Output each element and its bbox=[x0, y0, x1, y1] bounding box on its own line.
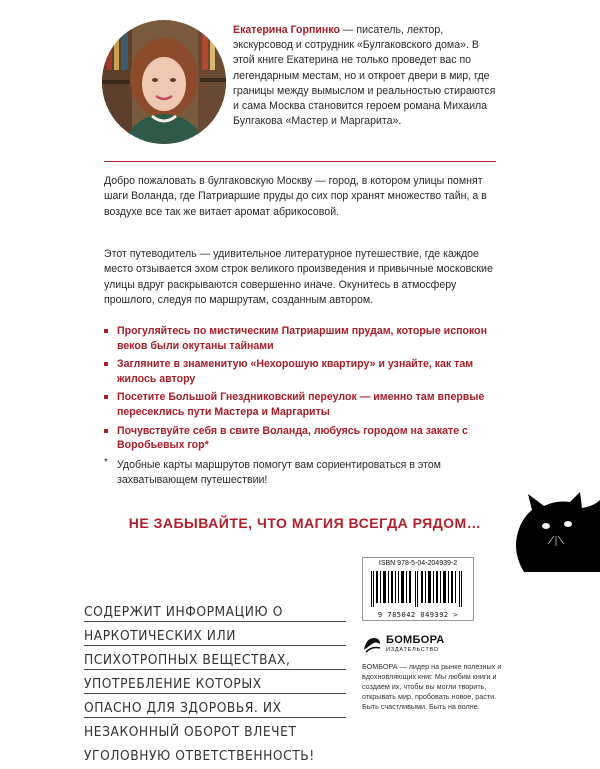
bombora-wave-icon bbox=[362, 634, 382, 654]
bullet-square-icon bbox=[104, 362, 108, 366]
health-warning: СОДЕРЖИТ ИНФОРМАЦИЮ О НАРКОТИЧЕСКИХ ИЛИ ПСИХОТРОПНЫХ ВЕЩЕСТВАХ, УПОТРЕБЛЕНИЕ КОТОРЫХ ОПАСНО ДЛЯ ЗДОРОВЬЯ. ИХ НЕЗАКОННЫЙ ОБОРОТ ВЛЕЧЕТ УГОЛОВНУЮ ОТВЕТСТВЕННОСТЬ! bbox=[84, 605, 315, 764]
highlight-text: Загляните в знаменитую «Нехорошую квартиру» и узнайте, как там жилось автору bbox=[117, 358, 474, 385]
highlight-item bbox=[104, 324, 499, 353]
publisher-subtitle: ИЗДАТЕЛЬСТВО bbox=[386, 647, 439, 653]
highlight-text: Прогуляйтесь по мистическим Патриаршим прудам, которые испокон веков были окутаны тайнами bbox=[117, 325, 487, 352]
slogan: НЕ ЗАБЫВАЙТЕ, ЧТО МАГИЯ ВСЕГДА РЯДОМ… bbox=[128, 515, 482, 531]
isbn-label: ISBN 978-5-04-204939-2 bbox=[378, 560, 458, 567]
black-cat-icon bbox=[510, 492, 600, 572]
author-name: Екатерина Горпинко bbox=[233, 24, 340, 36]
publisher-logo bbox=[362, 632, 472, 658]
bullet-square-icon bbox=[104, 429, 108, 433]
author-portrait bbox=[102, 20, 226, 144]
isbn-barcode bbox=[362, 557, 474, 621]
publisher-tagline: БОМБОРА — лидер на рынке полезных и вдохновляющих книг. Мы любим книги и создаем их, чтобы вы могли творить, открывать мир, пробовать новое, расти. Быть счастливыми. Быть на волне. bbox=[362, 662, 502, 711]
highlight-text: Посетите Большой Гнездниковский переулок — именно там впервые пересеклись пути Мастера и Маргариты bbox=[117, 391, 485, 418]
highlight-item bbox=[104, 390, 499, 419]
intro-paragraph-2: Этот путеводитель — удивительное литературное путешествие, где каждое место отзывается эхом строк великого произведения и привычные московские улицы вдруг раскрываются совершенно иначе. Окунитесь в атмосферу прошлого, следуя по маршрутам, созданным автором. bbox=[104, 248, 493, 306]
highlights-list bbox=[104, 324, 499, 457]
footnote bbox=[104, 458, 499, 489]
author-bio-text: — писатель, лектор, экскурсовод и сотрудник «Булгаковского дома». В этой книге Екатерина не только проведет вас по легендарным местам, но и откроет двери в мир, где границы между вымыслом и реальностью стираются и сама Москва становится героем романа Михаила Булгакова «Мастер и Маргарита». bbox=[233, 24, 496, 128]
bullet-square-icon bbox=[104, 395, 108, 399]
highlight-item bbox=[104, 357, 499, 386]
highlight-item bbox=[104, 424, 499, 453]
publisher-name: БОМБОРА bbox=[386, 634, 445, 646]
barcode-icon bbox=[369, 571, 467, 607]
author-bio bbox=[233, 23, 501, 129]
barcode-digits: 9 785042 049392 > bbox=[377, 611, 459, 619]
footnote-mark: * bbox=[104, 457, 108, 468]
footnote-text: Удобные карты маршрутов помогут вам сориентироваться в этом захватывающем путешествии! bbox=[117, 459, 441, 487]
highlight-text: Почувствуйте себя в свите Воланда, любуясь городом на закате с Воробьевых гор* bbox=[117, 424, 468, 452]
bullet-square-icon bbox=[104, 329, 108, 333]
intro-paragraph-1: Добро пожаловать в булгаковскую Москву — город, в котором улицы помнят шаги Воланда, где Патриаршие пруды до сих пор хранят множество тайн, а в воздухе все так же витает аромат абрикосовой. bbox=[104, 175, 487, 218]
section-divider bbox=[104, 161, 496, 162]
